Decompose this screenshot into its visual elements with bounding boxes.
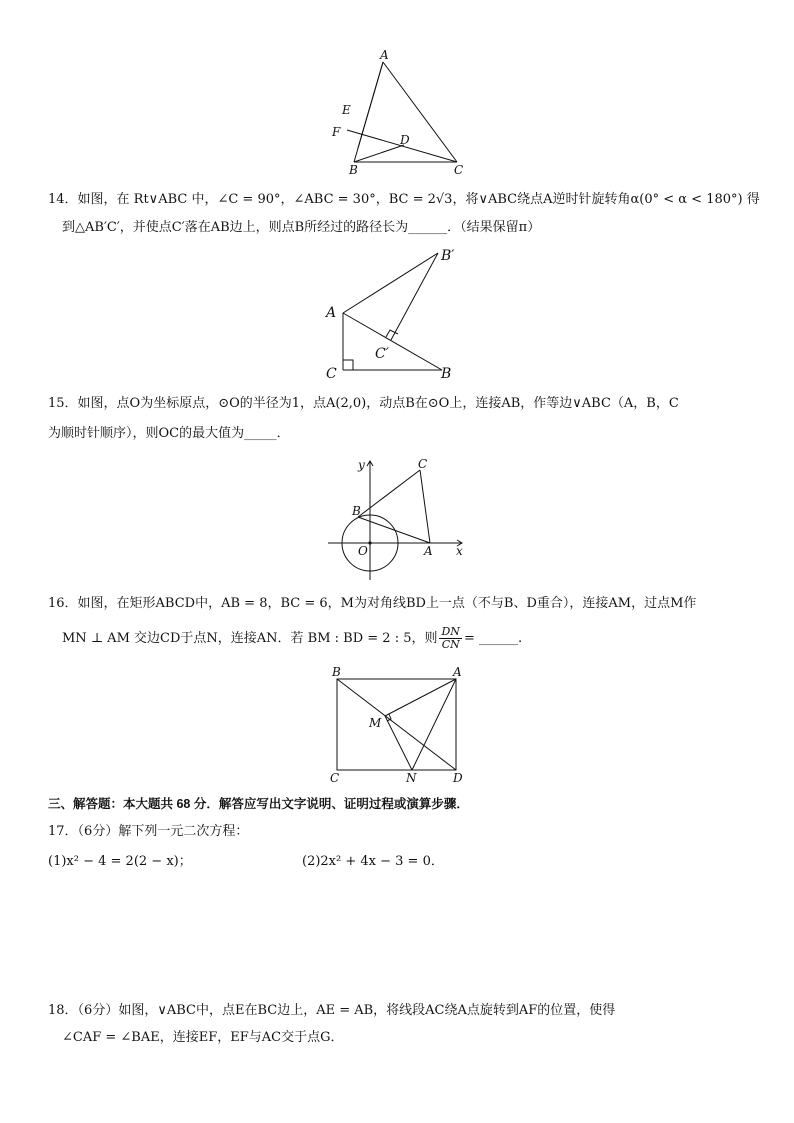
q15-line2: 为顺时针顺序），则OC的最大值为_____． xyxy=(48,426,290,441)
figure-q16 xyxy=(326,664,472,786)
fraction-denominator: CN xyxy=(441,638,460,651)
q16-line1: 16．如图，在矩形ABCD中，AB = 8，BC = 6，M为对角线BD上一点（不与B、D重合），连接AM，过点M作 xyxy=(48,596,697,611)
segment-MA xyxy=(385,679,456,716)
q17-title: 17．（6分）解下列一元二次方程： xyxy=(48,824,249,839)
q14-line1: 14．如图，在 Rt∨ABC 中，∠C = 90°，∠ABC = 30°，BC = 2√3，将∨ABC绕点A逆时针旋转角α(0° < α < 180°) 得 xyxy=(48,192,760,207)
label-Bprime: B′ xyxy=(441,248,455,264)
segment-BD xyxy=(354,145,404,162)
q16-line2 xyxy=(62,624,754,654)
segment-BC xyxy=(358,470,420,517)
q17-part1: (1)x² − 4 = 2(2 − x)； xyxy=(48,854,192,869)
fraction-DN-CN xyxy=(439,626,461,651)
label-A: A xyxy=(326,305,337,321)
label-B: B xyxy=(352,504,361,518)
label-M: M xyxy=(369,716,382,730)
figure-q14 xyxy=(320,246,470,382)
figure-q15-svg xyxy=(326,455,472,585)
label-C: C xyxy=(454,163,464,177)
label-F: F xyxy=(332,125,341,139)
q16-line2-text: MN ⊥ AM 交边CD于点N，连接AN．若 BM : BD = 2 : 5，则 xyxy=(62,631,438,646)
label-A: A xyxy=(424,544,433,558)
diagonal-BD xyxy=(337,679,456,770)
segment-MN xyxy=(385,716,412,770)
q14-line2: 到△AB′C′，并使点C′落在AB边上，则点B所经过的路径长为______．（结果保留π） xyxy=(62,220,541,235)
segment-BprimeCprime xyxy=(391,253,438,340)
label-B: B xyxy=(349,163,358,177)
point-O xyxy=(368,541,371,544)
label-B: B xyxy=(441,366,452,382)
label-x: x xyxy=(456,544,463,558)
label-y: y xyxy=(358,458,365,472)
q16-answer-blank: = ______. xyxy=(463,631,523,646)
segment-ABprime xyxy=(343,253,438,313)
figure-q14-svg xyxy=(320,246,470,382)
label-O: O xyxy=(358,544,368,558)
q15-line1: 15．如图，点O为坐标原点，⊙O的半径为1，点A(2,0)，动点B在⊙O上，连接AB，作等边∨ABC（A，B，C xyxy=(48,396,679,411)
section-3-header: 三、解答题：本大题共 68 分．解答应写出文字说明、证明过程或演算步骤． xyxy=(48,797,469,811)
label-C: C xyxy=(330,771,340,785)
segment-NA xyxy=(412,679,456,770)
label-D: D xyxy=(400,133,410,147)
segment-AB xyxy=(343,313,442,370)
segment-AC xyxy=(383,62,457,162)
label-D: D xyxy=(453,771,463,785)
figure-q16-svg xyxy=(326,664,472,786)
right-angle-marker-C xyxy=(343,360,353,370)
label-Cprime: C′ xyxy=(375,346,389,362)
label-C: C xyxy=(326,366,337,382)
segment-AE xyxy=(358,62,383,148)
figure-q13-svg xyxy=(320,48,480,178)
label-N: N xyxy=(406,771,417,785)
segment-CA xyxy=(420,470,430,543)
figure-q13 xyxy=(320,48,480,178)
label-B: B xyxy=(332,665,341,679)
label-E: E xyxy=(342,103,351,117)
fraction-numerator: DN xyxy=(441,625,460,638)
label-A: A xyxy=(380,48,389,62)
q17-part2: (2)2x² + 4x − 3 = 0． xyxy=(302,854,444,869)
figure-q15 xyxy=(326,455,472,585)
segment-BA xyxy=(358,517,430,543)
label-A: A xyxy=(453,665,462,679)
q18-line1: 18．（6分）如图，∨ABC中，点E在BC边上，AE = AB，将线段AC绕A点旋转到AF的位置，使得 xyxy=(48,1003,616,1018)
q18-line2: ∠CAF = ∠BAE，连接EF，EF与AC交于点G． xyxy=(62,1030,344,1045)
label-C: C xyxy=(418,457,428,471)
